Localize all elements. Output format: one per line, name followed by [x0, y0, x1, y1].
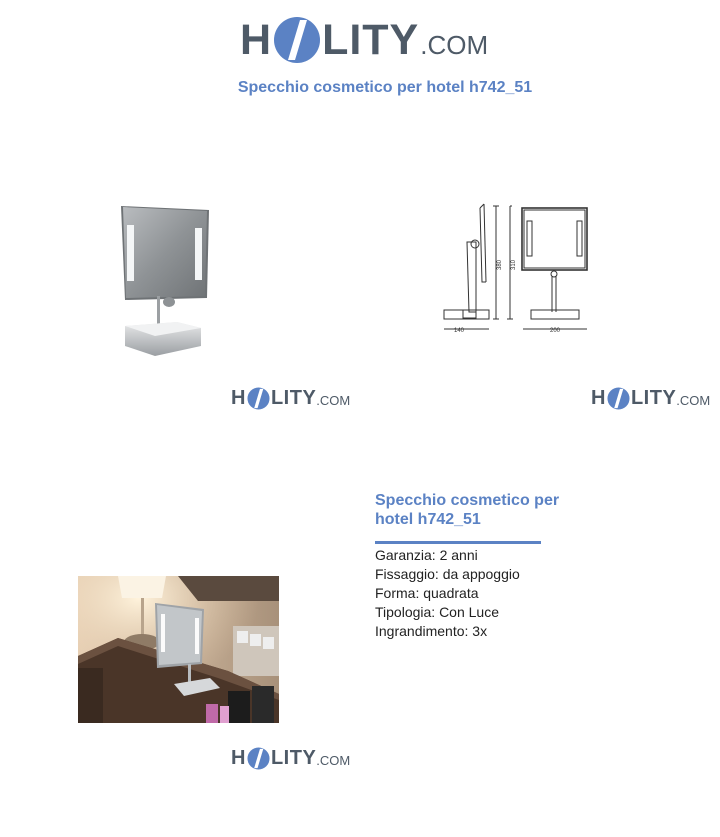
product-specs: [375, 546, 520, 641]
spec-warranty: Garanzia: 2 anni: [375, 547, 478, 563]
logo-o-icon: [247, 387, 270, 410]
product-title: Specchio cosmetico per hotel h742_51: [375, 492, 560, 528]
logo-letter-h: H: [591, 386, 606, 409]
logo-letters-lity: LITY: [322, 15, 420, 64]
product-photo-room[interactable]: [78, 576, 279, 723]
logo-letter-h: H: [231, 386, 246, 409]
logo-letters-lity: LITY: [630, 386, 677, 409]
holity-logo-photo-3: [231, 745, 350, 771]
spec-shape: Forma: quadrata: [375, 585, 479, 601]
holity-logo-photo-2: [591, 385, 710, 411]
logo-dotcom: .COM: [316, 393, 351, 408]
logo-dotcom: .COM: [676, 393, 711, 408]
title-underline: [375, 541, 541, 544]
spec-type: Tipologia: Con Luce: [375, 604, 500, 620]
spec-magnification: Ingrandimento: 3x: [375, 623, 488, 639]
page-title: Specchio cosmetico per hotel h742_51: [237, 79, 533, 96]
holity-logo-header[interactable]: [240, 12, 488, 68]
product-technical-drawing[interactable]: [440, 202, 592, 337]
logo-letters-lity: LITY: [270, 746, 317, 769]
dim-width-front: 200: [550, 328, 561, 334]
logo-o-icon: [247, 747, 270, 770]
dim-height-total: 380: [497, 259, 503, 270]
logo-letter-h: H: [231, 746, 246, 769]
logo-dotcom: .COM: [316, 753, 351, 768]
logo-o-icon: [607, 387, 630, 410]
dim-height-mirror: 310: [511, 259, 517, 270]
logo-letters-lity: LITY: [270, 386, 317, 409]
spec-mounting: Fissaggio: da appoggio: [375, 566, 520, 582]
logo-dotcom: .COM: [420, 29, 489, 60]
logo-o-icon: [273, 16, 321, 64]
product-photo-mirror[interactable]: [115, 198, 215, 363]
logo-letter-h: H: [240, 15, 273, 64]
dim-width-side: 140: [454, 328, 465, 334]
holity-logo-photo-1: [231, 385, 350, 411]
